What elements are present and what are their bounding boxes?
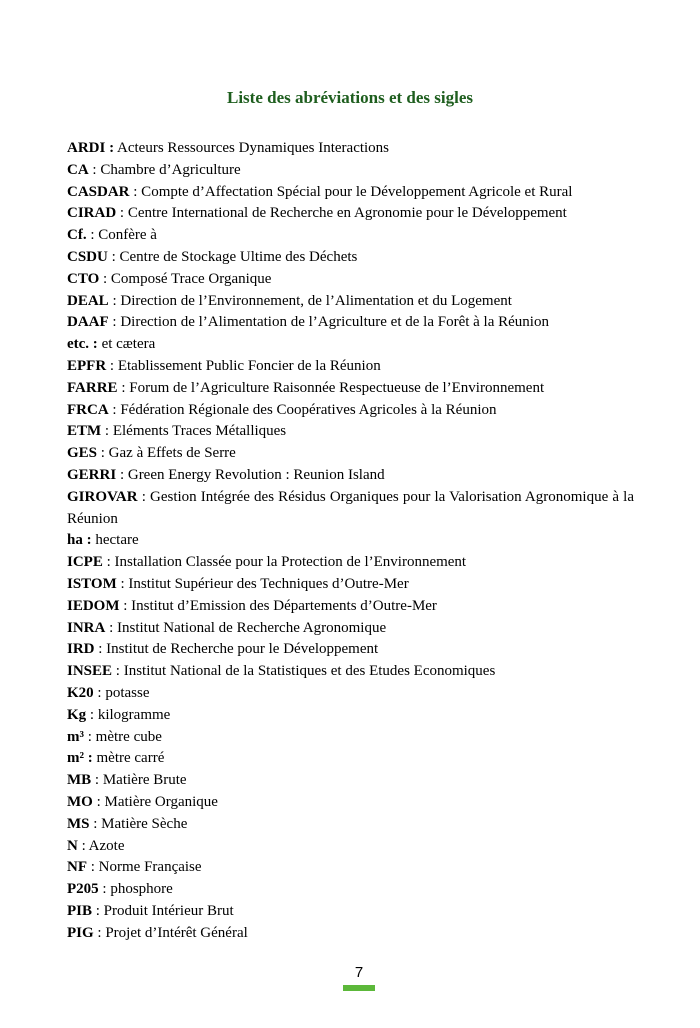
abbreviation-term: N [67, 837, 78, 854]
abbreviation-term: DAAF [67, 314, 109, 331]
abbreviation-entry [67, 334, 634, 356]
abbreviation-definition: : Direction de l’Alimentation de l’Agriculture et de la Forêt à la Réunion [108, 314, 549, 331]
abbreviation-entry [67, 836, 634, 858]
abbreviation-definition: : Green Energy Revolution : Reunion Island [116, 466, 385, 483]
abbreviation-term: P205 [67, 881, 99, 898]
abbreviation-entry [67, 421, 634, 443]
abbreviation-definition: : Matière Brute [91, 772, 187, 789]
abbreviation-definition: : Gestion Intégrée des Résidus Organiques pour la Valorisation Agronomique à la Réunion [67, 488, 634, 527]
abbreviation-entry [67, 291, 634, 313]
abbreviation-entry [67, 356, 634, 378]
abbreviation-term: CA [67, 161, 89, 178]
abbreviation-entry [67, 727, 634, 749]
abbreviation-definition: : Confère à [86, 227, 157, 244]
abbreviation-term: IEDOM [67, 597, 120, 614]
abbreviation-entry [67, 530, 634, 552]
abbreviation-definition: : Institut National de la Statistiques et des Etudes Economiques [112, 663, 496, 680]
abbreviation-definition: : Installation Classée pour la Protection de l’Environnement [102, 554, 467, 571]
abbreviation-entry [67, 487, 634, 531]
abbreviation-definition: : Fédération Régionale des Coopératives Agricoles à la Réunion [108, 401, 497, 418]
abbreviation-term: PIB [67, 902, 93, 919]
abbreviation-term: CTO [67, 270, 100, 287]
abbreviation-term: K20 [67, 684, 94, 701]
abbreviation-entry [67, 400, 634, 422]
abbreviation-entry [67, 683, 634, 705]
abbreviation-definition: : Produit Intérieur Brut [92, 902, 234, 919]
abbreviation-entry [67, 814, 634, 836]
abbreviation-definition: : Institut d’Emission des Départements d’Outre-Mer [119, 597, 437, 614]
abbreviation-entry [67, 639, 634, 661]
abbreviation-entry [67, 901, 634, 923]
abbreviation-term: m² : [67, 750, 93, 767]
abbreviation-term: CSDU [67, 248, 108, 265]
abbreviation-definition: : Projet d’Intérêt Général [93, 924, 248, 941]
abbreviation-entry [67, 269, 634, 291]
abbreviation-entry [67, 225, 634, 247]
abbreviation-term: GIROVAR [67, 488, 138, 505]
abbreviation-definition: : Matière Sèche [89, 815, 188, 832]
abbreviation-definition: : Azote [77, 837, 125, 854]
abbreviation-term: m³ [67, 728, 84, 745]
abbreviation-definition: Acteurs Ressources Dynamiques Interactions [114, 140, 390, 156]
abbreviation-entry [67, 247, 634, 269]
abbreviation-entry [67, 857, 634, 879]
abbreviation-term: EPFR [67, 357, 107, 374]
abbreviation-entry [67, 465, 634, 487]
abbreviation-definition: : Eléments Traces Métalliques [101, 423, 287, 440]
abbreviation-term: ISTOM [67, 575, 117, 592]
page-footer [343, 962, 375, 992]
abbreviation-term: Cf. [67, 227, 87, 244]
abbreviation-entry [67, 138, 634, 160]
abbreviation-definition: : Matière Organique [92, 793, 218, 810]
abbreviation-definition: : phosphore [98, 881, 173, 898]
page-number-accent-bar [343, 985, 375, 991]
abbreviation-definition: : Etablissement Public Foncier de la Réunion [106, 357, 381, 374]
abbreviation-definition: mètre carré [92, 750, 165, 767]
abbreviation-entry [67, 618, 634, 640]
abbreviation-term: PIG [67, 924, 94, 941]
abbreviation-term: NF [67, 859, 87, 876]
abbreviation-definition: : potasse [93, 684, 150, 701]
abbreviation-definition: : Centre International de Recherche en Agronomie pour le Développement [116, 205, 567, 222]
abbreviation-definition: : Gaz à Effets de Serre [97, 445, 236, 462]
abbreviation-term: ETM [67, 423, 102, 440]
abbreviation-term: ICPE [67, 554, 103, 571]
abbreviation-definition: et cætera [97, 336, 156, 353]
abbreviation-term: ARDI : [67, 140, 115, 156]
abbreviation-term: IRD [67, 641, 95, 658]
abbreviation-entry [67, 792, 634, 814]
abbreviation-definition: : Institut de Recherche pour le Développement [94, 641, 379, 658]
abbreviation-entry [67, 748, 634, 770]
abbreviation-definition: hectare [91, 532, 139, 549]
abbreviation-term: GERRI [67, 466, 117, 483]
abbreviation-entry [67, 770, 634, 792]
abbreviation-entry [67, 879, 634, 901]
abbreviation-entry [67, 378, 634, 400]
abbreviation-term: INSEE [67, 663, 113, 680]
abbreviation-term: DEAL [67, 292, 109, 309]
abbreviation-definition: : Centre de Stockage Ultime des Déchets [107, 248, 358, 265]
abbreviation-term: Kg [67, 706, 87, 723]
page-number: 7 [354, 964, 364, 981]
abbreviation-entry [67, 443, 634, 465]
abbreviation-term: MB [67, 772, 92, 789]
abbreviation-term: etc. : [67, 336, 98, 353]
abbreviation-definition: : mètre cube [84, 728, 162, 745]
abbreviation-definition: : Composé Trace Organique [99, 270, 272, 287]
abbreviation-entry [67, 312, 634, 334]
abbreviation-term: FARRE [67, 379, 118, 396]
abbreviation-entry [67, 596, 634, 618]
abbreviation-term: ha : [67, 532, 92, 549]
abbreviation-term: MS [67, 815, 90, 832]
abbreviation-entry [67, 705, 634, 727]
abbreviation-term: CASDAR [67, 183, 130, 200]
abbreviation-term: CIRAD [67, 205, 117, 222]
abbreviation-entry [67, 923, 634, 945]
abbreviation-definition: : Direction de l’Environnement, de l’Alimentation et du Logement [108, 292, 512, 309]
abbreviation-definition: : Norme Française [87, 859, 202, 876]
abbreviation-definition: : Compte d’Affectation Spécial pour le Développement Agricole et Rural [129, 183, 573, 200]
page-title: Liste des abréviations et des sigles [226, 88, 474, 107]
abbreviation-term: FRCA [67, 401, 109, 418]
abbreviation-term: INRA [67, 619, 106, 636]
abbreviation-list [67, 138, 634, 944]
abbreviation-entry [67, 574, 634, 596]
abbreviation-definition: : kilogramme [86, 706, 171, 723]
abbreviation-definition: : Institut National de Recherche Agronomique [105, 619, 387, 636]
abbreviation-entry [67, 182, 634, 204]
abbreviation-entry [67, 661, 634, 683]
abbreviation-entry [67, 552, 634, 574]
abbreviation-definition: : Institut Supérieur des Techniques d’Outre-Mer [116, 575, 409, 592]
abbreviation-term: MO [67, 793, 93, 810]
abbreviation-term: GES [67, 445, 98, 462]
abbreviation-entry [67, 203, 634, 225]
abbreviation-definition: : Forum de l’Agriculture Raisonnée Respectueuse de l’Environnement [117, 379, 545, 396]
abbreviation-entry [67, 160, 634, 182]
abbreviation-definition: : Chambre d’Agriculture [88, 161, 241, 178]
